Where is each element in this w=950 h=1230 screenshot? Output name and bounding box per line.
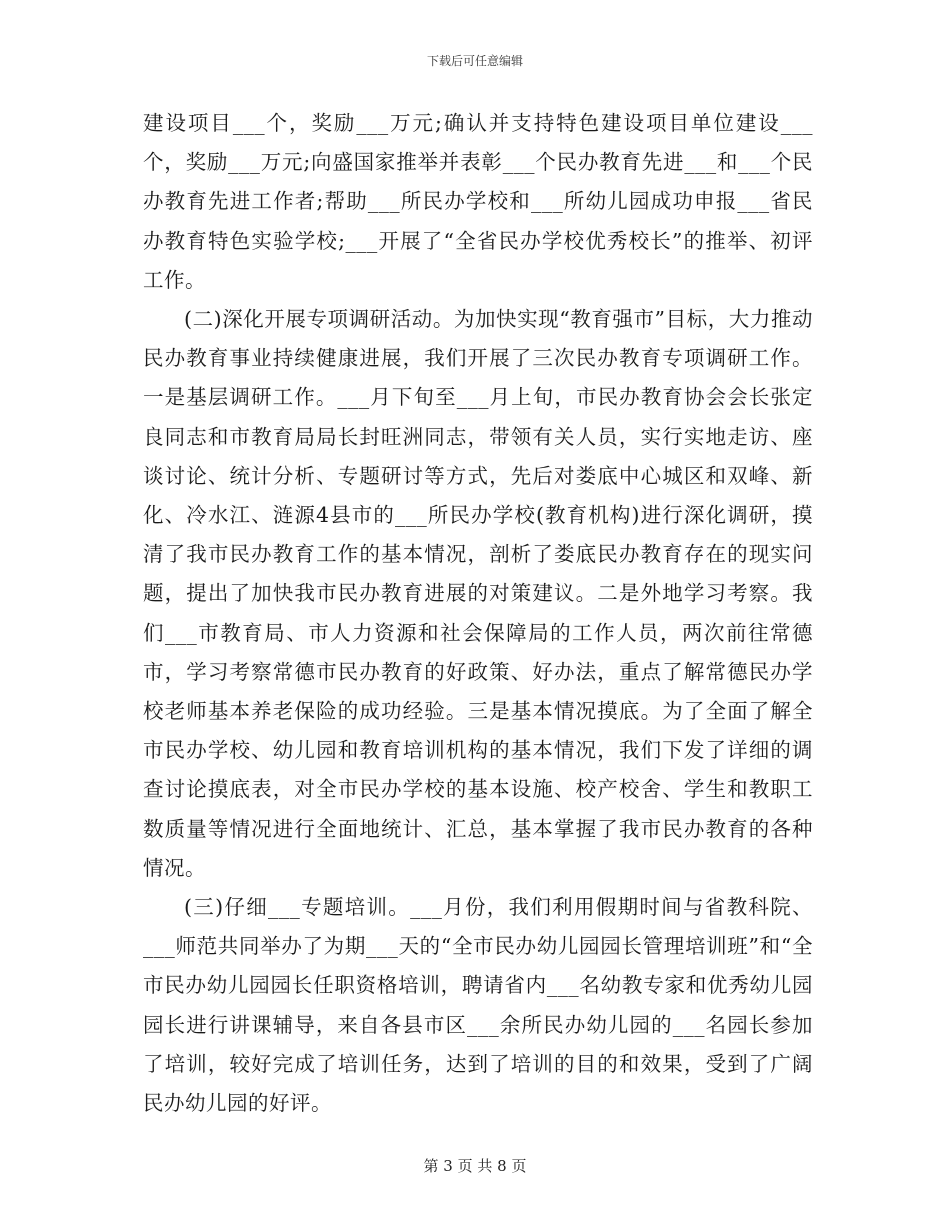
paragraph-continuation: 建设项目___个，奖励___万元;确认并支持特色建设项目单位建设___个，奖励___万元;向盛国家推举并表彰___个民办教育先进___和___个民办教育先进工作者;帮助___所民办学校和___所幼儿园成功申报___省民办教育特色实验学校;___开展了“全省民办学校优秀校长”的推举、初评工作。: [143, 111, 813, 292]
document-body: [143, 104, 813, 1123]
page-number: 第 3 页 共 8 页: [423, 1157, 527, 1175]
paragraph-training: (三)仔细___专题培训。___月份，我们利用假期时间与省教科院、___师范共同举办了为期___天的“全市民办幼儿园园长管理培训班”和“全市民办幼儿园园长任职资格培训，聘请省内___名幼教专家和优秀幼儿园园长进行讲课辅导，来自各县市区___余所民办幼儿园的___名园长参加了培训，较好完成了培训任务，达到了培训的目的和效果，受到了广阔民办幼儿园的好评。: [143, 895, 813, 1116]
page-header: 下载后可任意编辑: [426, 54, 523, 68]
paragraph-research: (二)深化开展专项调研活动。为加快实现“教育强市”目标，大力推动民办教育事业持续健康进展，我们开展了三次民办教育专项调研工作。一是基层调研工作。___月下旬至___月上旬，市民办教育协会会长张定良同志和市教育局局长封旺洲同志，带领有关人员，实行实地走访、座谈讨论、统计分析、专题研讨等方式，先后对娄底中心城区和双峰、新化、冷水江、涟源4县市的___所民办学校(教育机构)进行深化调研，摸清了我市民办教育工作的基本情况，剖析了娄底民办教育存在的现实问题，提出了加快我市民办教育进展的对策建议。二是外地学习考察。我们___市教育局、市人力资源和社会保障局的工作人员，两次前往常德市，学习考察常德市民办教育的好政策、好办法，重点了解常德民办学校老师基本养老保险的成功经验。三是基本情况摸底。为了全面了解全市民办学校、幼儿园和教育培训机构的基本情况，我们下发了详细的调查讨论摸底表，对全市民办学校的基本设施、校产校舍、学生和教职工数质量等情况进行全面地统计、汇总，基本掌握了我市民办教育的各种情况。: [143, 307, 813, 880]
